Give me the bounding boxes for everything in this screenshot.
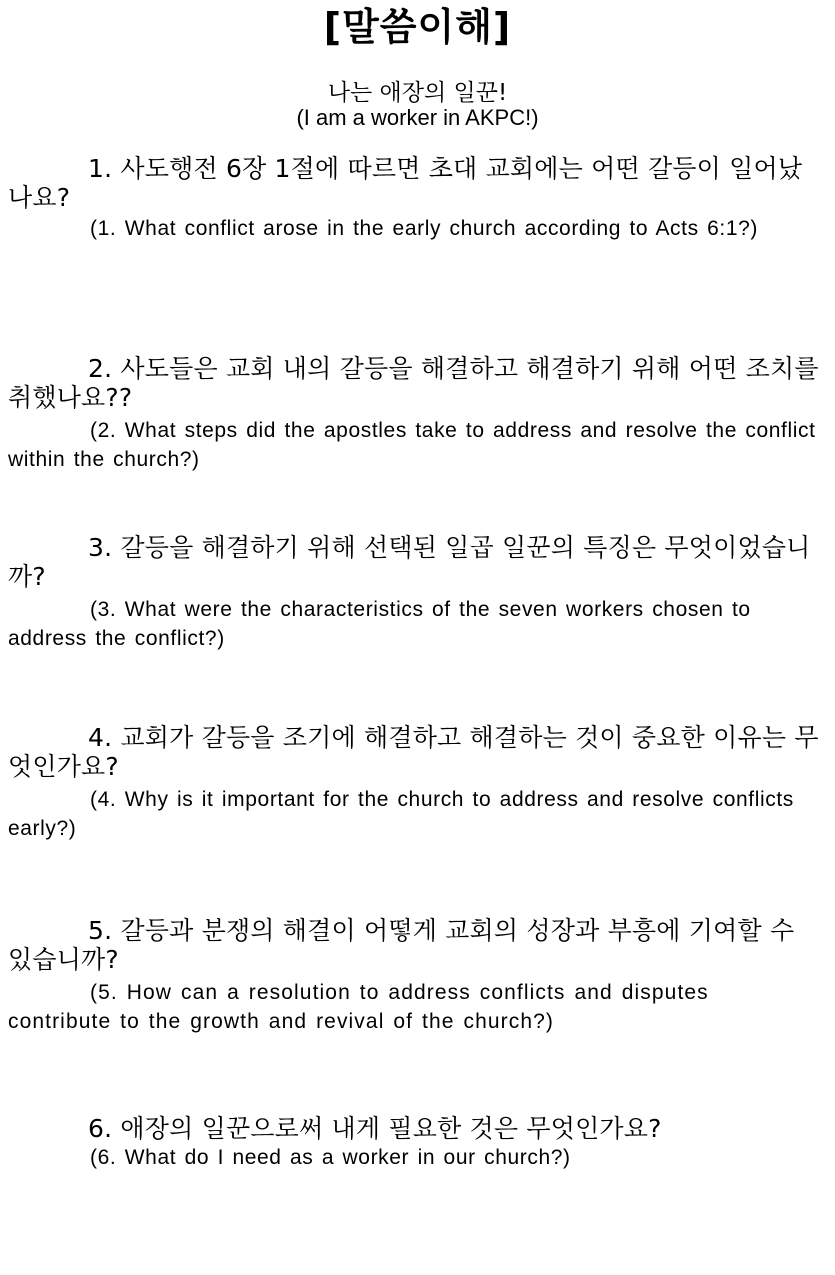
question-1-korean: 1. 사도행전 6장 1절에 따르면 초대 교회에는 어떤 갈등이 일어났나요? [8, 154, 803, 212]
question-1-english: (1. What conflict arose in the early church according to Acts 6:1?) [90, 217, 758, 240]
question-4 [8, 723, 820, 843]
subtitle-korean: 나는 애장의 일꾼! [327, 80, 508, 106]
question-5-korean: 5. 갈등과 분쟁의 해결이 어떻게 교회의 성장과 부흥에 기여할 수 있습니까? [8, 916, 795, 974]
subtitle-english: (I am a worker in AKPC!) [296, 105, 539, 130]
question-5 [8, 916, 820, 1036]
question-6-english: (6. What do I need as a worker in our church?) [90, 1146, 571, 1169]
question-5-english: (5. How can a resolution to address conflicts and disputes contribute to the growth and revival of the church?) [8, 981, 709, 1033]
question-3-korean: 3. 갈등을 해결하기 위해 선택된 일곱 일꾼의 특징은 무엇이었습니까? [8, 533, 811, 591]
question-2 [8, 354, 820, 474]
question-6 [8, 1114, 820, 1172]
question-3-english: (3. What were the characteristics of the seven workers chosen to address the conflict?) [8, 598, 751, 650]
question-2-english: (2. What steps did the apostles take to address and resolve the conflict within the church?) [8, 419, 816, 471]
question-1 [8, 154, 820, 243]
page-title: [말씀이해] [323, 5, 512, 49]
question-3 [8, 533, 820, 653]
question-4-korean: 4. 교회가 갈등을 조기에 해결하고 해결하는 것이 중요한 이유는 무엇인가요? [8, 723, 819, 781]
question-4-english: (4. Why is it important for the church to address and resolve conflicts early?) [8, 788, 794, 840]
question-6-korean: 6. 애장의 일꾼으로써 내게 필요한 것은 무엇인가요? [88, 1114, 662, 1143]
question-2-korean: 2. 사도들은 교회 내의 갈등을 해결하고 해결하기 위해 어떤 조치를 취했나요?? [8, 354, 819, 412]
